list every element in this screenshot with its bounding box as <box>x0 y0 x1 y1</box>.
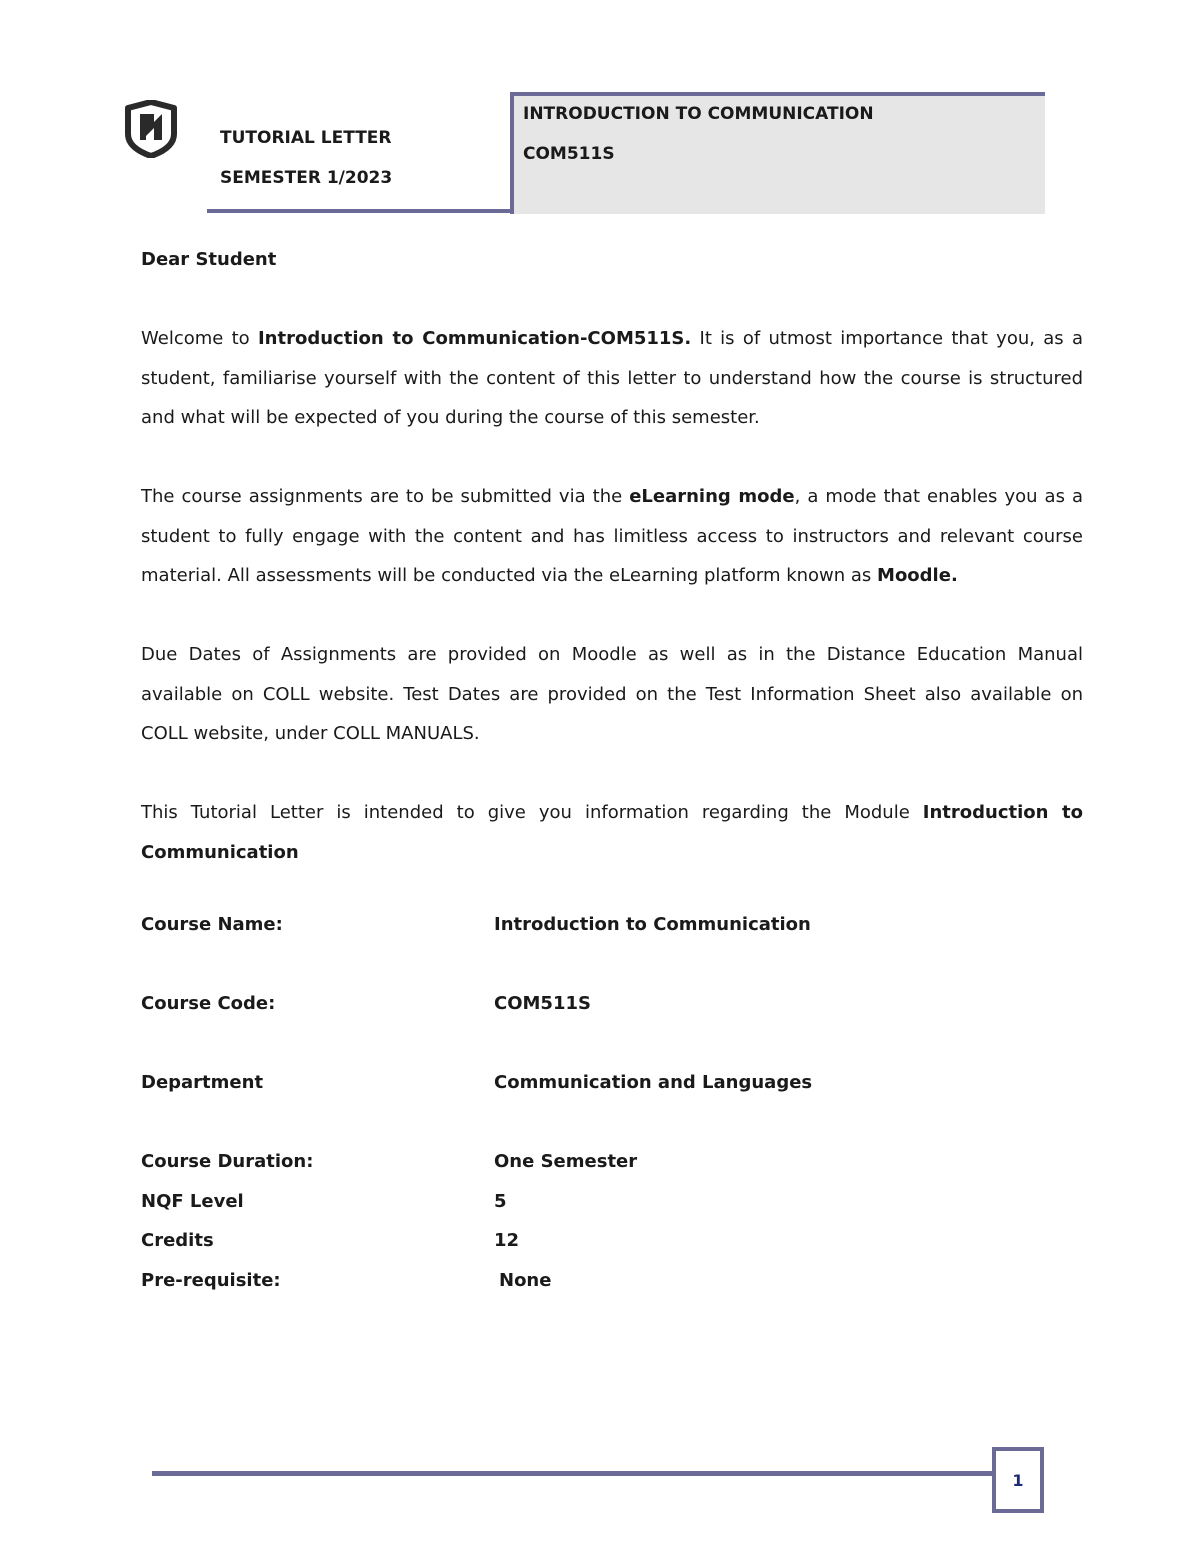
purpose-paragraph <box>141 793 1083 872</box>
course-name-value: Introduction to Communication <box>494 914 811 935</box>
assignments-text: The course assignments are to be submitted via the <box>141 486 630 507</box>
letter-body <box>141 240 1083 912</box>
course-title: INTRODUCTION TO COMMUNICATION <box>523 104 874 124</box>
course-code-label: Course Code: <box>141 993 276 1014</box>
welcome-text-rest: It is of utmost importance that you, as a student, familiarise yourself with the content of this letter to understand how the course is structured and what will be expected of you during the course of this semester. <box>141 328 1083 428</box>
assignments-text-rest: , a mode that enables you as a student to fully engage with the content and has limitless access to instructors and relevant course material. All assessments will be conducted via the eLearning platform known as <box>141 486 1084 586</box>
assignments-paragraph <box>141 477 1083 596</box>
welcome-text: Welcome to <box>141 328 258 349</box>
page-number-box <box>992 1447 1044 1513</box>
department-label: Department <box>141 1072 264 1093</box>
nqf-level-value: 5 <box>494 1191 507 1212</box>
semester-label: SEMESTER 1/2023 <box>220 168 393 188</box>
due-dates-paragraph: Due Dates of Assignments are provided on Moodle as well as in the Distance Education Manual available on COLL website. Test Dates are provided on the Test Information Sheet also available on COLL website, under COLL MANUALS. <box>141 644 1083 744</box>
footer-rule <box>152 1471 992 1476</box>
prerequisite-label: Pre-requisite: <box>141 1270 281 1291</box>
greeting: Dear Student <box>141 249 277 270</box>
university-logo-icon <box>124 100 178 158</box>
tutorial-letter-heading <box>220 118 392 198</box>
course-title-box <box>510 92 1045 214</box>
prerequisite-value: None <box>499 1270 552 1291</box>
course-code-value: COM511S <box>494 993 591 1014</box>
moodle-inline: Moodle. <box>877 565 958 586</box>
credits-label: Credits <box>141 1230 214 1251</box>
department-value: Communication and Languages <box>494 1072 813 1093</box>
page-number: 1 <box>1012 1470 1024 1490</box>
elearning-mode-inline: eLearning mode <box>629 486 795 507</box>
module-name-inline: Introduction to Communication <box>141 802 1083 863</box>
nqf-level-label: NQF Level <box>141 1191 244 1212</box>
course-code: COM511S <box>523 144 615 164</box>
credits-value: 12 <box>494 1230 520 1251</box>
course-name-label: Course Name: <box>141 914 283 935</box>
welcome-paragraph <box>141 319 1083 438</box>
tutorial-letter-title: TUTORIAL LETTER <box>220 128 392 148</box>
header-underline <box>207 209 513 213</box>
course-duration-value: One Semester <box>494 1151 638 1172</box>
course-name-inline: Introduction to Communication-COM511S. <box>257 328 692 349</box>
course-duration-label: Course Duration: <box>141 1151 314 1172</box>
purpose-text: This Tutorial Letter is intended to give you information regarding the Module <box>141 802 923 823</box>
